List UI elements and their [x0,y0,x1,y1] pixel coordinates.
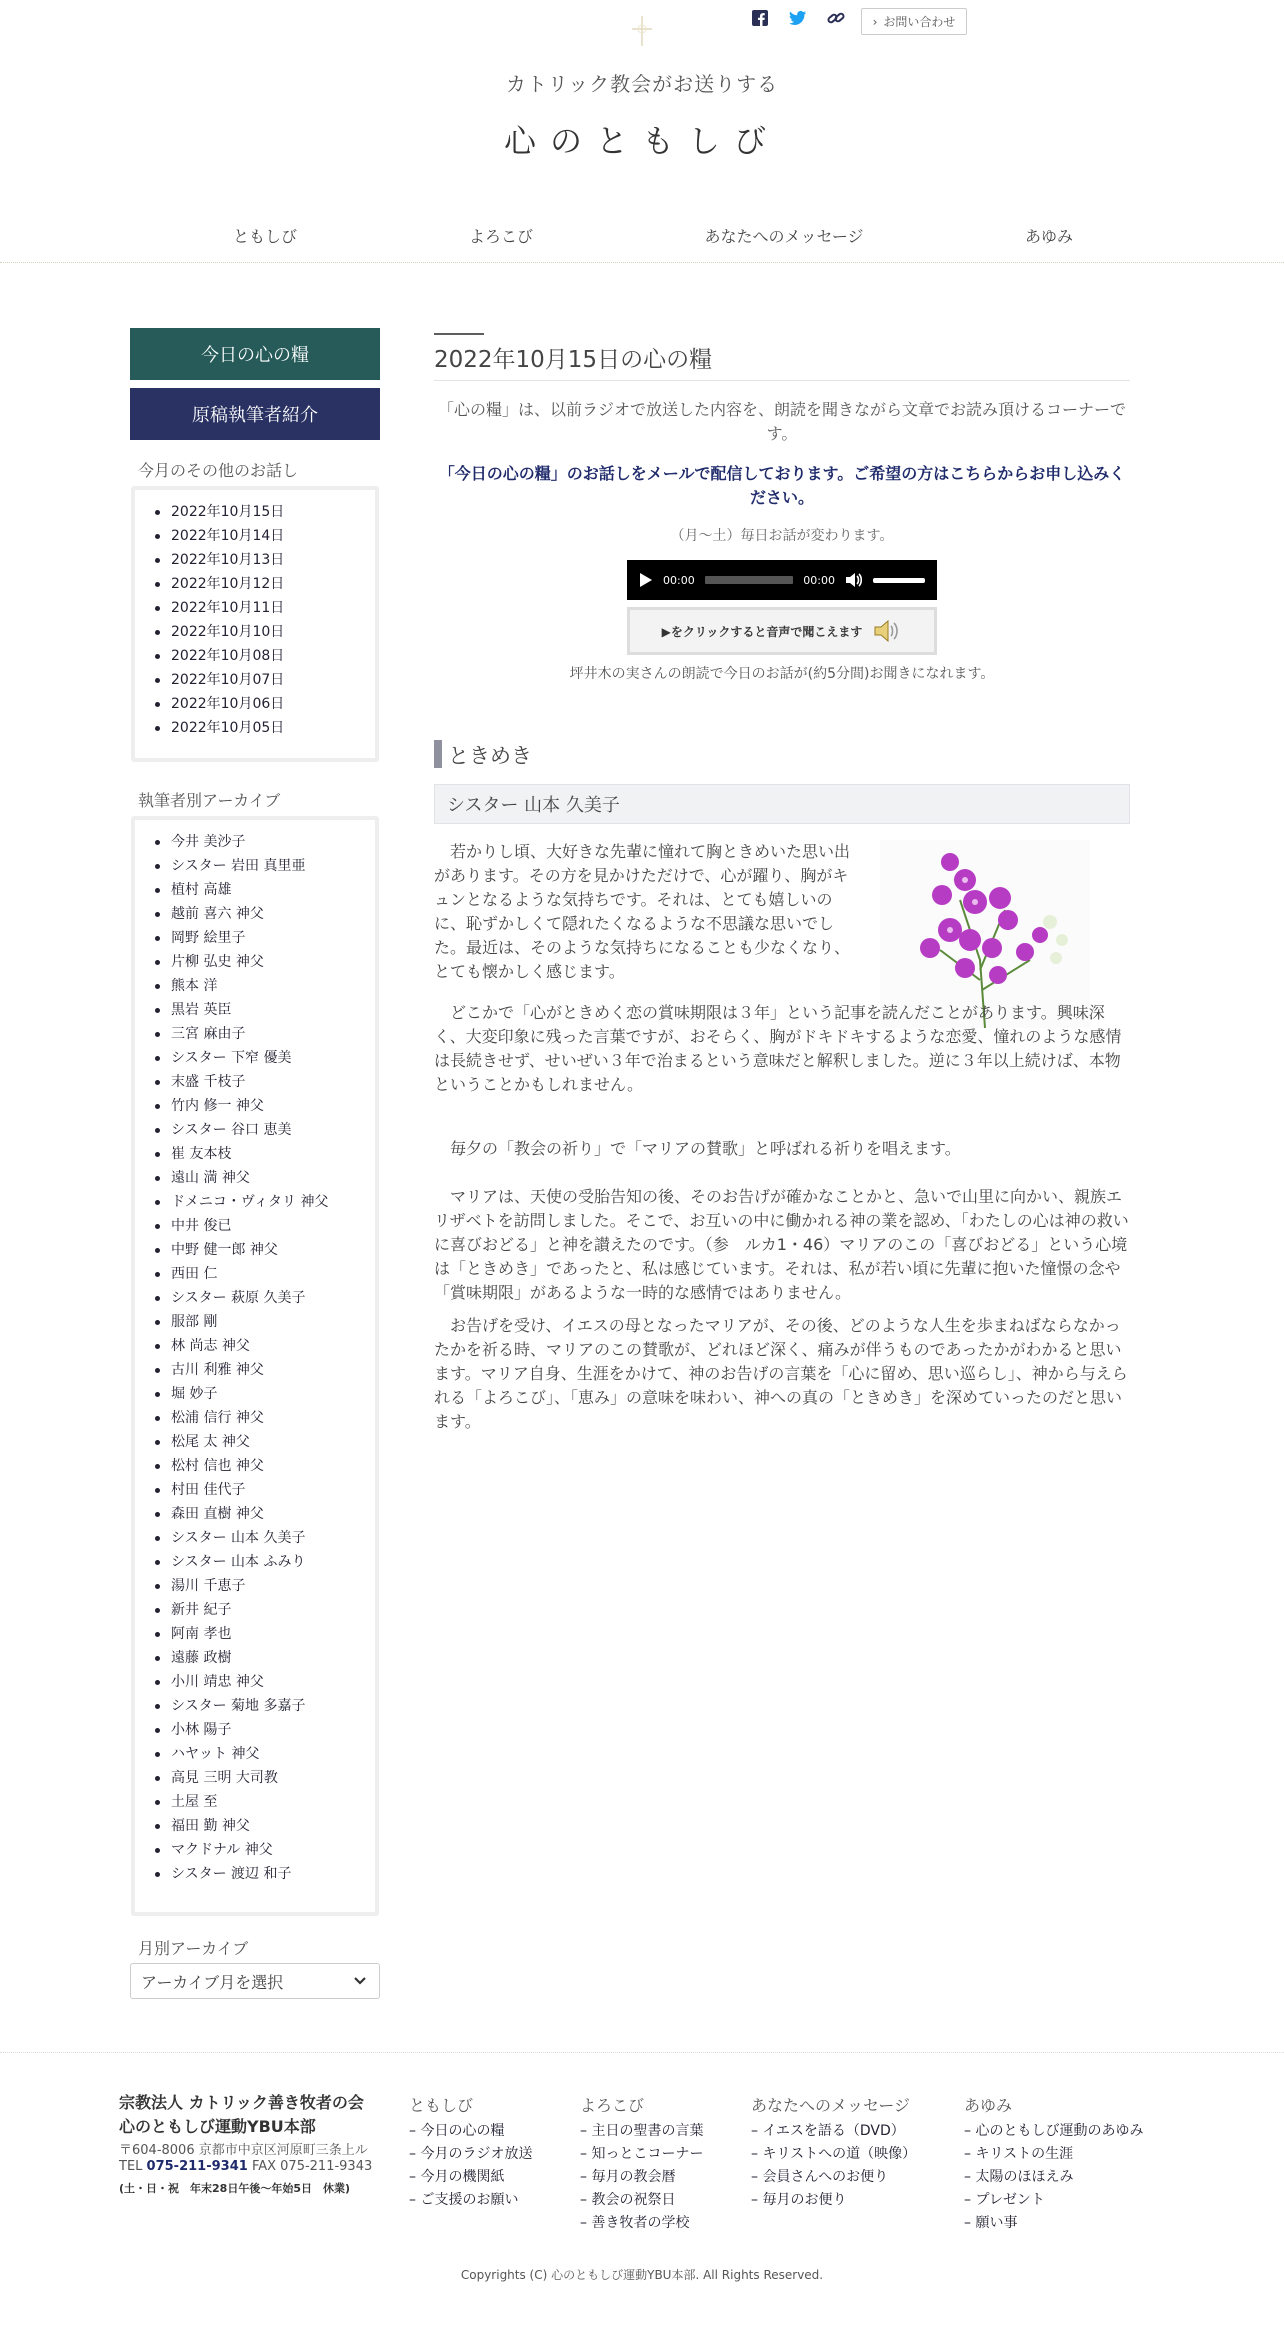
body-paragraph: お告げを受け、イエスの母となったマリアが、その後、どのような人生を歩まねばならなかったかを祈る時、マリアのこの賛歌が、どれほど深く、痛みが伴うものであったかがわかると思います。マリア自身、生涯をかけて、神のお告げの言葉を「心に留め、思い巡らし」、神から与えられる「よろこび」、「恵み」の意味を味わい、神への真の「ときめき」を深めていったのだと思います。 [434,1316,1128,1431]
footer-link[interactable]: – 教会の祝祭日 [580,2192,676,2208]
author-link[interactable]: 服部 剛 [135,1310,375,1334]
footer-col-title: あなたへのメッセージ [751,2096,911,2115]
volume-icon[interactable] [845,572,863,588]
nav-divider [0,262,1284,264]
author-link[interactable]: 土屋 至 [135,1790,375,1814]
footer-link[interactable]: – 会員さんへのお便り [751,2169,889,2185]
facebook-icon[interactable] [750,8,770,28]
author-link[interactable]: 熊本 洋 [135,974,375,998]
month-select-value: アーカイブ月を選択 [141,1972,284,1992]
author-link[interactable]: シスター 山本 久美子 [135,1526,375,1550]
footer-link[interactable]: – イエスを語る（DVD） [751,2123,905,2139]
copyright: Copyrights (C) 心のともしび運動YBU本部. All Rights Reserved. [460,2268,824,2282]
author-link[interactable]: 岡野 絵里子 [135,926,375,950]
author-link[interactable]: 松尾 太 神父 [135,1430,375,1454]
org-name: 宗教法人 カトリック善き牧者の会 [119,2093,364,2112]
author-link[interactable]: 黒岩 英臣 [135,998,375,1022]
audio-player [627,560,937,600]
author-list [135,830,375,1886]
tel-label: TEL [119,2159,143,2174]
author-link[interactable]: 遠藤 政樹 [135,1646,375,1670]
nav-item-message[interactable]: あなたへのメッセージ [704,227,864,246]
other-stories-heading: 今月のその他のお話し [138,461,299,480]
author-link[interactable]: 松浦 信行 神父 [135,1406,375,1430]
current-time: 00:00 [663,573,695,587]
author-link[interactable]: 西田 仁 [135,1262,375,1286]
nav-item-tomoshibi[interactable]: ともしび [232,227,297,246]
author-link[interactable]: 小川 靖忠 神父 [135,1670,375,1694]
chevron-right-icon: › [872,14,878,29]
author-link[interactable]: 末盛 千枝子 [135,1070,375,1094]
title-accent-rule [434,333,484,335]
play-hint-text: ▶をクリックすると音声で聞こえます [661,624,863,639]
duration: 00:00 [803,573,835,587]
author-link[interactable]: ハヤット 神父 [135,1742,375,1766]
author-link[interactable]: 高見 三明 大司教 [135,1766,375,1790]
mail-subscribe-link[interactable]: 「今日の心の糧」のお話しをメールで配信しております。ご希望の方はこちらからお申し込みください。 [438,464,1126,507]
progress-bar[interactable] [705,576,794,584]
author-name: シスター 山本 久美子 [434,784,1130,824]
footer-divider [0,2052,1284,2053]
footer-link[interactable]: – 今日の心の糧 [409,2123,505,2139]
link-icon[interactable] [826,8,846,28]
footer-link[interactable]: – 願い事 [964,2215,1018,2231]
author-link[interactable]: 森田 直樹 神父 [135,1502,375,1526]
author-link[interactable]: シスター 渡辺 和子 [135,1862,375,1886]
date-link[interactable]: 2022年10月14日 [135,524,375,548]
twitter-icon[interactable] [788,8,808,28]
author-link[interactable]: シスター 菊地 多嘉子 [135,1694,375,1718]
footer-link[interactable]: – 善き牧者の学校 [580,2215,690,2231]
author-link[interactable]: 小林 陽子 [135,1718,375,1742]
section-title: ときめき [448,744,532,768]
date-link[interactable]: 2022年10月11日 [135,596,375,620]
chevron-down-icon [353,1976,367,1986]
nav-item-ayumi[interactable]: あゆみ [1024,227,1073,246]
author-link[interactable]: 湯川 千恵子 [135,1574,375,1598]
author-link[interactable]: シスター 萩原 久美子 [135,1286,375,1310]
date-link[interactable]: 2022年10月05日 [135,716,375,740]
footer-col-tomoshibi [409,2093,532,2212]
author-link[interactable]: 福田 勤 神父 [135,1814,375,1838]
tel-link[interactable]: 075-211-9341 [146,2159,248,2174]
date-link[interactable]: 2022年10月07日 [135,668,375,692]
author-link[interactable]: 越前 喜六 神父 [135,902,375,926]
author-link[interactable]: 林 尚志 神父 [135,1334,375,1358]
org-subname: 心のともしび運動YBU本部 [119,2117,316,2136]
date-link[interactable]: 2022年10月10日 [135,620,375,644]
business-hours: (土・日・祝 年末28日午後〜年始5日 休業) [119,2182,351,2195]
author-link[interactable]: 中井 俊已 [135,1214,375,1238]
author-link[interactable]: 阿南 孝也 [135,1622,375,1646]
footer-col-yorokobi [580,2093,703,2235]
footer-col-ayumi [964,2093,1143,2235]
reader-note: 坪井木の実さんの朗読で今日のお話が(約5分間)お聞きになれます。 [569,666,995,682]
footer-link[interactable]: – 毎月の教会暦 [580,2169,676,2185]
footer-link[interactable]: – キリストへの道（映像） [751,2146,917,2162]
author-link[interactable]: 今井 美沙子 [135,830,375,854]
author-link[interactable]: シスター 下窄 優美 [135,1046,375,1070]
social-links [750,8,846,28]
author-link[interactable]: 三宮 麻由子 [135,1022,375,1046]
footer-col-title: よろこび [580,2096,645,2115]
author-link[interactable]: 竹内 修一 神父 [135,1094,375,1118]
phone-line [119,2159,372,2174]
orchid-image [880,840,1090,1028]
volume-slider[interactable] [873,578,925,583]
footer-link[interactable]: – 今月のラジオ放送 [409,2146,533,2162]
cross-logo-icon [630,14,654,48]
author-link[interactable]: 堀 妙子 [135,1382,375,1406]
date-list-box [131,486,379,762]
author-link[interactable]: 片柳 弘史 神父 [135,950,375,974]
intro-text: 「心の糧」は、以前ラジオで放送した内容を、朗読を聞きながら文章でお読み頂けるコーナーです。 [437,400,1126,443]
author-list-box [131,816,379,1916]
footer-link[interactable]: – 毎月のお便り [751,2192,847,2208]
author-link[interactable]: シスター 谷口 恵美 [135,1118,375,1142]
site-tagline: カトリック教会がお送りする [505,72,779,96]
date-link[interactable]: 2022年10月13日 [135,548,375,572]
today-kokoro-button[interactable]: 今日の心の糧 [130,328,380,380]
month-archive-select[interactable] [130,1963,380,1999]
date-link[interactable]: 2022年10月12日 [135,572,375,596]
global-nav [0,224,1284,247]
body-paragraph: どこかで「心がときめく恋の賞味期限は３年」という記事を読んだことがあります。興味深く、大変印象に残った言葉ですが、おそらく、胸がドキドキするような恋愛、憧れのような感情は長続きせず、せいぜい３年で治まるという意味だと解釈しました。逆に３年以上続けば、本物ということかもしれません。 [434,1003,1122,1094]
nav-item-yorokobi[interactable]: よろこび [468,227,533,246]
author-link[interactable]: 中野 健一郎 神父 [135,1238,375,1262]
footer-col-title: ともしび [409,2096,474,2115]
author-link[interactable]: 古川 利雅 神父 [135,1358,375,1382]
fax: FAX 075-211-9343 [251,2159,373,2174]
daily-note: （月～土）毎日お話が変わります。 [670,528,894,544]
author-link[interactable]: 新井 紀子 [135,1598,375,1622]
address: 〒604-8006 京都市中京区河原町三条上ル [119,2143,368,2158]
play-hint-banner [627,607,937,655]
author-link[interactable]: 植村 高雄 [135,878,375,902]
site-title[interactable]: 心のともしび [503,122,780,160]
author-link[interactable]: 遠山 満 神父 [135,1166,375,1190]
contact-label: お問い合わせ [883,15,956,29]
monthly-archive-heading: 月別アーカイブ [138,1939,249,1958]
body-paragraph: 若かりし頃、大好きな先輩に憧れて胸ときめいた思い出があります。その方を見かけただけで、心が躍り、胸がキュンとなるような気持ちです。それは、とても嬉しいのに、恥ずかしくて隠れたくなるような不思議な思いでした。最近は、そのような気持ちになることも少なくなり、とても懐かしく感じます。 [434,842,851,981]
footer-link[interactable]: – キリストの生涯 [964,2146,1074,2162]
contact-button[interactable] [861,8,967,35]
footer-link[interactable]: – 今月の機関紙 [409,2169,505,2185]
footer-link[interactable]: – 主日の聖書の言葉 [580,2123,704,2139]
footer-link[interactable]: – ご支援のお願い [409,2192,519,2208]
page-title: 2022年10月15日の心の糧 [434,347,713,373]
section-accent-bar [434,740,442,768]
date-list [135,500,375,740]
footer-link[interactable]: – プレゼント [964,2192,1045,2208]
play-icon[interactable] [639,572,653,588]
footer-col-title: あゆみ [964,2096,1013,2115]
footer-link[interactable]: – 知っとこコーナー [580,2146,704,2162]
footer-link[interactable]: – 心のともしび運動のあゆみ [964,2123,1144,2139]
body-paragraph: 毎夕の「教会の祈り」で「マリアの賛歌」と呼ばれる祈りを唱えます。 [450,1139,961,1158]
footer-link[interactable]: – 太陽のほほえみ [964,2169,1074,2185]
title-underline [434,380,1130,381]
author-link[interactable]: マクドナル 神父 [135,1838,375,1862]
writers-intro-button[interactable]: 原稿執筆者紹介 [130,388,380,440]
date-link[interactable]: 2022年10月08日 [135,644,375,668]
body-paragraph: マリアは、天使の受胎告知の後、そのお告げが確かなことかと、急いで山里に向かい、親族エリザベトを訪問しました。そこで、お互いの中に働かれる神の業を認め、「わたしの心は神の救いに喜びおどる」と神を讃えたのです。（参 ルカ1・46）マリアのこの「喜びおどる」という心境は「ときめき」であったと、私は感じています。それは、私が若い頃に先輩に抱いた憧憬の念や「賞味期限」があるような一時的な感情ではありません。 [434,1187,1129,1302]
author-link[interactable]: 村田 佳代子 [135,1478,375,1502]
date-link[interactable]: 2022年10月06日 [135,692,375,716]
speaker-icon [872,618,902,644]
author-link[interactable]: 崔 友本枝 [135,1142,375,1166]
author-link[interactable]: シスター 山本 ふみり [135,1550,375,1574]
date-link[interactable]: 2022年10月15日 [135,500,375,524]
author-link[interactable]: 松村 信也 神父 [135,1454,375,1478]
footer-col-message [751,2093,916,2212]
author-link[interactable]: シスター 岩田 真里亜 [135,854,375,878]
author-link[interactable]: ドメニコ・ヴィタリ 神父 [135,1190,375,1214]
author-archive-heading: 執筆者別アーカイブ [138,791,281,810]
